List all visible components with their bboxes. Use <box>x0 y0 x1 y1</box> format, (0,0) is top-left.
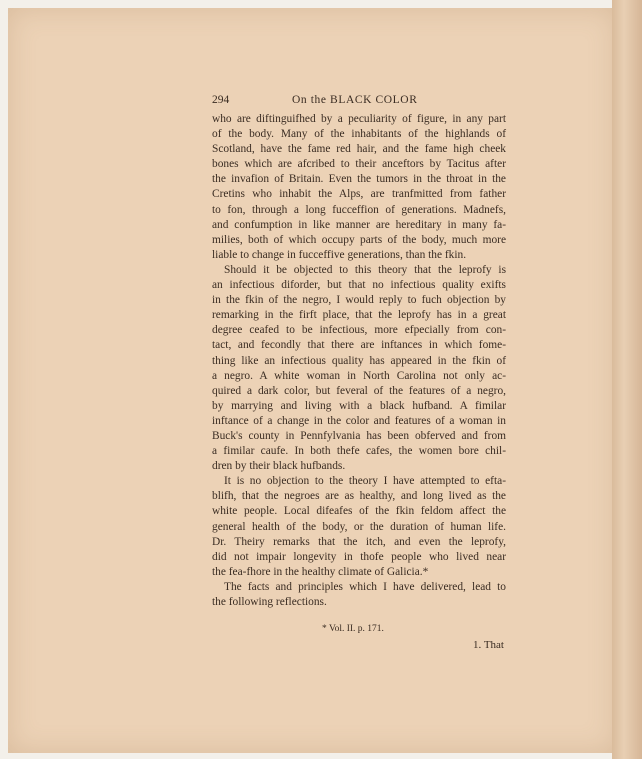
text-line: It is no objection to the theory I have attempted to efta- <box>224 475 506 488</box>
text-line: Should it be objected to this theory that the leprofy is <box>224 263 506 276</box>
catchword: 1. That <box>473 639 504 652</box>
text-line: degree ceafed to be infectious, more efpecially from con- <box>212 324 506 337</box>
text-line: of the body. Many of the inhabitants of the highlands of <box>212 128 506 141</box>
text-line: the following reflections. <box>212 596 327 608</box>
text-line: The facts and principles which I have delivered, lead to <box>224 580 506 593</box>
text-line: white people. Local difeafes of the fkin feldom affect the <box>212 505 506 518</box>
text-block <box>212 94 506 651</box>
text-line: blifh, that the negroes are as healthy, and long lived as the <box>212 490 506 503</box>
text-line: Dr. Theiry remarks that the itch, and even the leprofy, <box>212 535 506 548</box>
text-line: thing like an infectious quality has appeared in the fkin of <box>212 354 506 367</box>
paragraph <box>212 474 506 580</box>
text-line: Cretins who inhabit the Alps, are tranfmitted from father <box>212 188 506 201</box>
text-line: dren by their black hufbands. <box>212 460 346 473</box>
text-line: to fon, through a long fucceffion of generations. Madnefs, <box>212 203 506 216</box>
text-line: milies, both of which occupy parts of the body, much more <box>212 233 506 246</box>
text-line: a negro. A white woman in North Carolina not only ac- <box>212 369 506 382</box>
paragraph <box>212 263 506 474</box>
text-line: liable to change in fucceffive generations, than the fkin. <box>212 248 467 261</box>
page-edge-shadow <box>612 0 642 759</box>
text-line: did not impair longevity in thofe people who lived near <box>212 550 506 563</box>
footnote: * Vol. II. p. 171. <box>322 624 384 635</box>
paragraph <box>212 112 506 263</box>
text-line: an infectious diforder, but that no infectious quality exifts <box>212 279 506 292</box>
page-number: 294 <box>212 94 230 106</box>
paragraph <box>212 580 506 610</box>
text-line: by marrying and living with a black hufband. A fimilar <box>212 399 506 412</box>
running-head <box>212 94 506 112</box>
text-line: who are diftinguifhed by a peculiarity of figure, in any part <box>212 113 506 125</box>
text-line: the invafion of Britain. Even the tumors in the throat in the <box>212 173 506 186</box>
running-title: On the BLACK COLOR <box>292 94 418 106</box>
text-line: bones which are afcribed to their anceftors by Tacitus after <box>212 158 506 171</box>
text-line: Buck's county in Pennfylvania has been obferved and from <box>212 429 506 442</box>
text-line: in the fkin of the negro, I would reply to fuch objection by <box>212 294 506 307</box>
body-text <box>212 112 506 610</box>
text-line: and confumption in like manner are hereditary in many fa- <box>212 218 506 231</box>
text-line: remarking in the firft place, that the leprofy has in a great <box>212 309 506 322</box>
text-line: the fea-fhore in the healthy climate of Galicia.* <box>212 565 429 578</box>
text-line: tact, and fecondly that there are inftances in which fome- <box>212 339 506 352</box>
text-line: inftance of a change in the color and features of a woman in <box>212 414 506 427</box>
text-line: a fimilar caufe. In both thefe cafes, the women bore chil- <box>212 445 506 458</box>
text-line: quired a dark color, but feveral of the features of a negro, <box>212 384 506 397</box>
text-line: Scotland, have the fame red hair, and the fame high cheek <box>212 143 506 156</box>
text-line: general health of the body, or the duration of human life. <box>212 520 506 533</box>
